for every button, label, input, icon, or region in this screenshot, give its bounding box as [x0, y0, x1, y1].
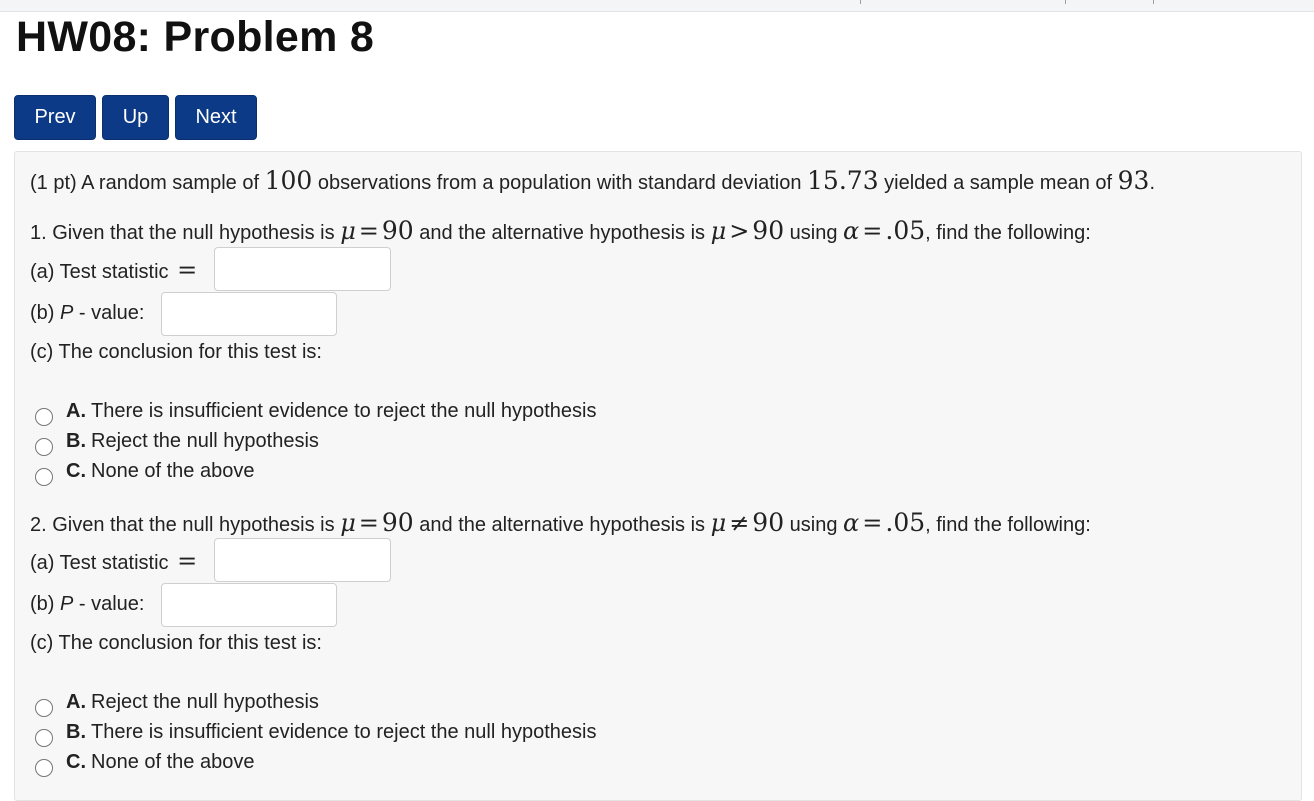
problem-panel [14, 151, 1302, 801]
label-text: - value: [73, 593, 145, 615]
part1-choice-b[interactable] [35, 430, 319, 453]
choice-text: Reject the null hypothesis [91, 430, 319, 452]
part2-p-value-input[interactable] [161, 583, 337, 627]
part2-choice-b[interactable] [35, 721, 596, 744]
standard-deviation: 15.73 [807, 166, 879, 195]
sample-mean: 93 [1117, 166, 1150, 195]
equals-symbol: = [358, 217, 379, 245]
null-value: 90 [381, 508, 414, 537]
equals-symbol: = [358, 509, 379, 537]
relation-symbol: ≠ [729, 509, 750, 537]
part2-b-label [30, 593, 145, 616]
label-text: (b) [30, 593, 60, 615]
p-symbol: P [60, 593, 74, 615]
part1-b-label [30, 302, 145, 325]
label-text: (a) Test statistic [30, 261, 175, 283]
part1-test-statistic-input[interactable] [214, 247, 391, 291]
part1-question [30, 216, 1091, 245]
question-text: using [784, 514, 844, 536]
choice-text: None of the above [91, 751, 255, 773]
strip-tick [860, 0, 861, 4]
choice-letter: B. [66, 721, 86, 743]
choice-letter: B. [66, 430, 86, 452]
radio-button[interactable] [35, 729, 53, 747]
question-text: , find the following: [925, 514, 1091, 536]
choice-letter: C. [66, 460, 86, 482]
page-title: HW08: Problem 8 [16, 13, 375, 61]
alpha-symbol: α [843, 509, 860, 537]
question-text: , find the following: [925, 222, 1091, 244]
part1-choice-a[interactable] [35, 400, 596, 423]
question-text: 2. Given that the null hypothesis is [30, 514, 341, 536]
radio-button[interactable] [35, 759, 53, 777]
intro-text: (1 pt) A random sample of [30, 172, 265, 194]
alpha-value: .05 [885, 216, 926, 245]
choice-letter: C. [66, 751, 86, 773]
mu-symbol: μ [710, 217, 727, 245]
choice-text: There is insufficient evidence to reject the null hypothesis [91, 400, 597, 422]
part1-p-value-input[interactable] [161, 292, 337, 336]
alpha-value: .05 [885, 508, 926, 537]
part2-question [30, 508, 1091, 537]
equals-symbol: = [177, 547, 198, 575]
question-text: and the alternative hypothesis is [413, 222, 711, 244]
problem-intro [30, 166, 1155, 195]
mu-symbol: μ [340, 509, 356, 537]
question-text: 1. Given that the null hypothesis is [30, 222, 341, 244]
sample-size: 100 [264, 166, 313, 195]
choice-letter: A. [66, 691, 86, 713]
prev-button[interactable]: Prev [14, 95, 96, 140]
choice-letter: A. [66, 400, 86, 422]
equals-symbol: = [177, 256, 198, 284]
up-button[interactable]: Up [102, 95, 169, 140]
part2-c-label: (c) The conclusion for this test is: [30, 632, 322, 654]
radio-button[interactable] [35, 699, 53, 717]
relation-symbol: > [729, 217, 750, 245]
label-text: (b) [30, 302, 60, 324]
part2-choice-c[interactable] [35, 751, 254, 774]
null-value: 90 [381, 216, 414, 245]
part1-c-label: (c) The conclusion for this test is: [30, 341, 322, 363]
choice-text: There is insufficient evidence to reject the null hypothesis [91, 721, 597, 743]
mu-symbol: μ [340, 217, 356, 245]
strip-tick [1065, 0, 1066, 4]
radio-button[interactable] [35, 438, 53, 456]
problem-nav [14, 95, 257, 140]
alpha-symbol: α [843, 217, 860, 245]
alt-value: 90 [752, 216, 785, 245]
mu-symbol: μ [710, 509, 727, 537]
p-symbol: P [60, 302, 74, 324]
browser-top-strip [0, 0, 1314, 12]
strip-tick [1153, 0, 1154, 4]
intro-text: yielded a sample mean of [878, 172, 1118, 194]
part2-test-statistic-input[interactable] [214, 538, 391, 582]
question-text: and the alternative hypothesis is [413, 514, 711, 536]
alt-value: 90 [752, 508, 785, 537]
choice-text: None of the above [91, 460, 255, 482]
question-text: using [784, 222, 844, 244]
radio-button[interactable] [35, 468, 53, 486]
part2-choice-a[interactable] [35, 691, 319, 714]
equals-symbol: = [862, 509, 883, 537]
choice-text: Reject the null hypothesis [91, 691, 319, 713]
intro-text: observations from a population with standard deviation [312, 172, 808, 194]
label-text: - value: [73, 302, 145, 324]
equals-symbol: = [862, 217, 883, 245]
label-text: (a) Test statistic [30, 552, 175, 574]
intro-text: . [1149, 172, 1156, 194]
radio-button[interactable] [35, 408, 53, 426]
part2-a-label [30, 547, 200, 575]
part1-a-label [30, 256, 200, 284]
next-button[interactable]: Next [175, 95, 257, 140]
part1-choice-c[interactable] [35, 460, 254, 483]
